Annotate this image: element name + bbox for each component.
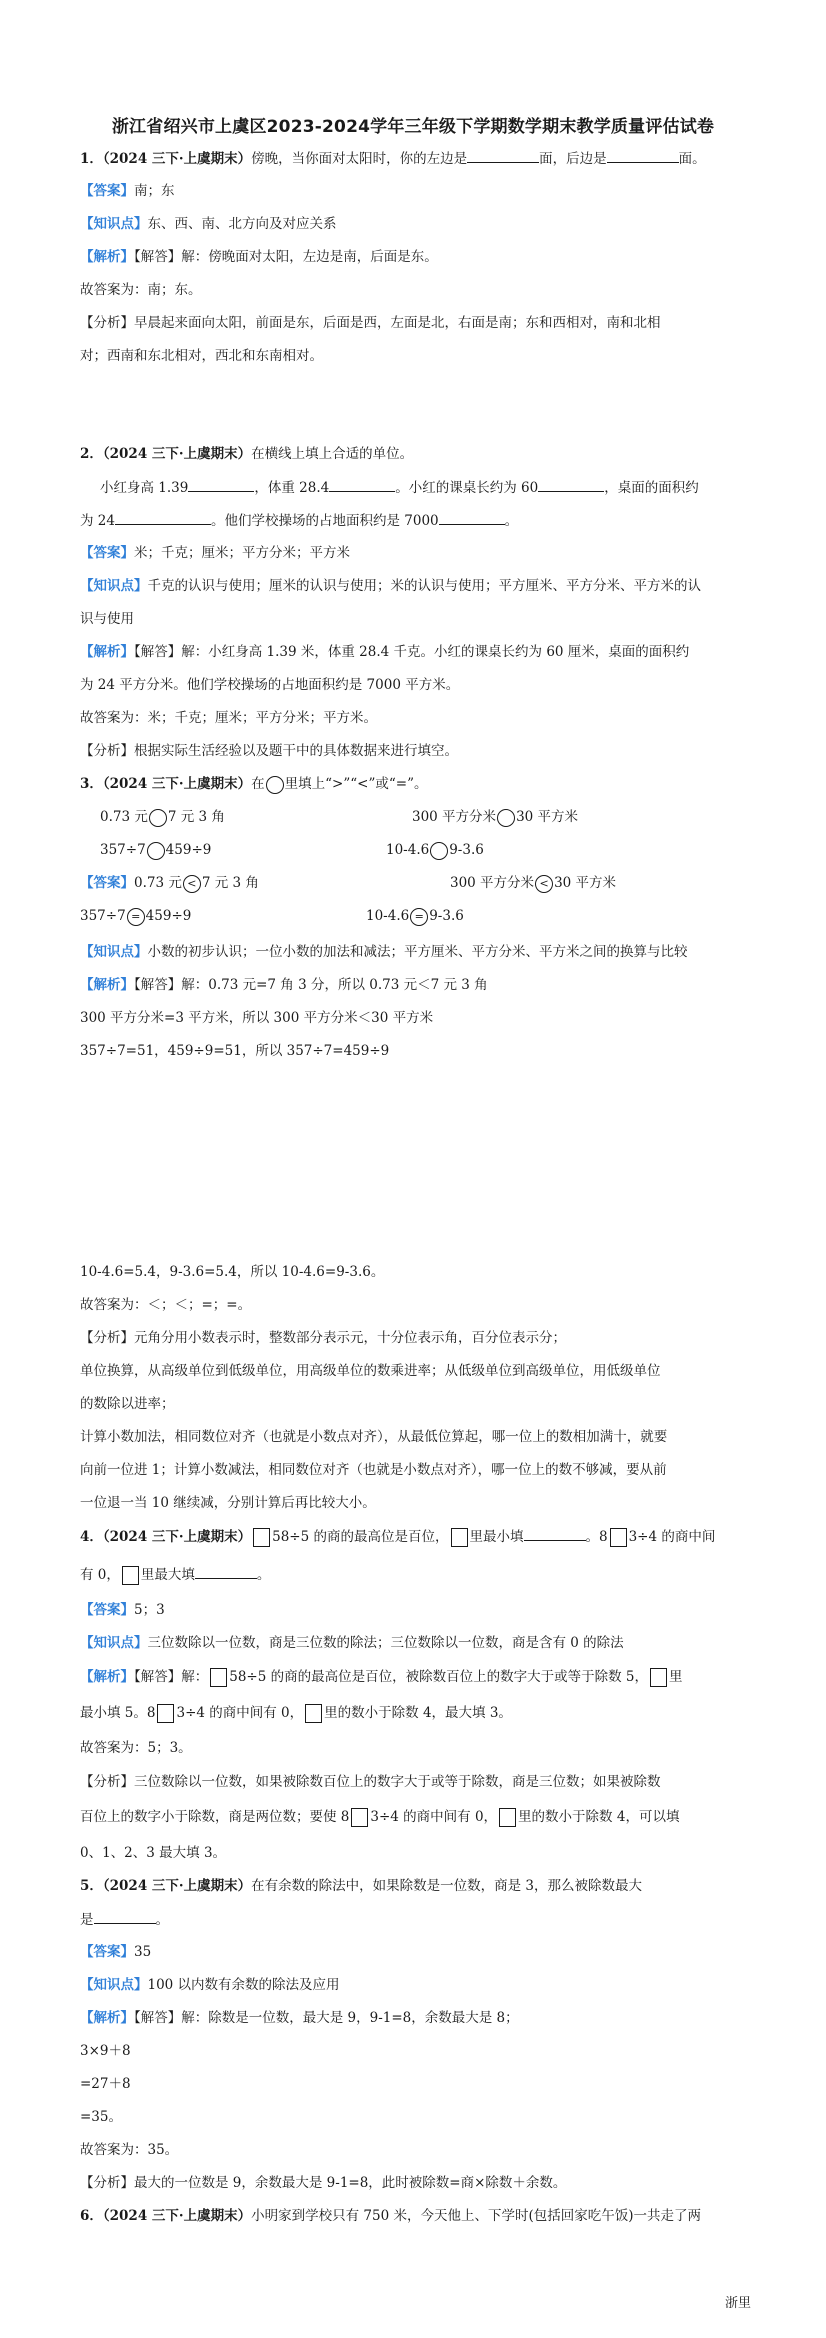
analysis-line: 单位换算，从高级单位到低级单位，用高级单位的数乘进率；从低级单位到高级单位，用低级单位: [80, 1363, 661, 1379]
fill-box: [451, 1528, 468, 1547]
answer-line: 【答案】5；3: [80, 1602, 165, 1618]
analysis-line: 【分析】根据实际生活经验以及题干中的具体数据来进行填空。: [80, 743, 458, 759]
result-line: 故答案为：南；东。: [80, 282, 202, 298]
compare-item-1: 0.73 元 7 元 3 角: [100, 809, 225, 825]
fill-box: [610, 1528, 627, 1547]
fill-box: [305, 1704, 322, 1723]
fill-box: [122, 1566, 139, 1585]
explain-line: 【解析】【解答】解：傍晚面对太阳，左边是南，后面是东。: [80, 249, 438, 265]
question-4-line-2: 有 0， 里最大填 。: [80, 1564, 270, 1585]
answer-line: 【答案】0.73 元 < 7 元 3 角: [80, 875, 259, 891]
analysis-line: 【分析】三位数除以一位数，如果被除数百位上的数字大于或等于除数，商是三位数；如果被除数: [80, 1774, 661, 1790]
compare-item-3: 357÷7 459÷9: [100, 842, 212, 858]
fill-box: [253, 1528, 270, 1547]
explain-line: 10-4.6=5.4，9-3.6=5.4，所以 10-4.6=9-3.6。: [80, 1264, 385, 1280]
answer-line: 【答案】南；东: [80, 183, 175, 199]
question-6-stem: 6．（2024 三下·上虞期末）小明家到学校只有 750 米，今天他上、下学时(包括回家吃午饭)一共走了两: [80, 2208, 702, 2224]
explain-line: 357÷7=51，459÷9=51，所以 357÷7=459÷9: [80, 1043, 390, 1059]
fill-box: [157, 1704, 174, 1723]
compare-item-2: 300 平方分米 30 平方米: [412, 809, 579, 825]
answer-line: 300 平方分米 < 30 平方米: [450, 875, 617, 891]
page-footer: 浙里: [724, 2296, 751, 2311]
analysis-line: 0、1、2、3 最大填 3。: [80, 1845, 227, 1861]
answer-line: 【答案】35: [80, 1944, 152, 1960]
fill-box: [650, 1668, 667, 1687]
explain-line: 【解析】【解答】解：除数是一位数，最大是 9，9-1=8，余数最大是 8；: [80, 2010, 519, 2026]
page-title: 浙江省绍兴市上虞区2023-2024学年三年级下学期数学期末教学质量评估试卷: [111, 117, 715, 137]
answer-blank: [188, 477, 254, 492]
answer-blank: [524, 1526, 586, 1541]
knowledge-line: 【知识点】东、西、南、北方向及对应关系: [80, 216, 337, 232]
question-5-line-2: 是 。: [80, 1909, 169, 1930]
question-4-stem: 4．（2024 三下·上虞期末） 58÷5 的商的最高位是百位， 里最小填 。8 3÷4 的商中间: [80, 1526, 715, 1547]
compare-circle: [430, 842, 448, 860]
answer-blank: [467, 148, 539, 163]
analysis-line: 【分析】早晨起来面向太阳，前面是东，后面是西，左面是北，右面是南；东和西相对，南和北相: [80, 315, 661, 331]
explain-line: 300 平方分米=3 平方米，所以 300 平方分米＜30 平方米: [80, 1010, 434, 1026]
question-5-stem: 5．（2024 三下·上虞期末）在有余数的除法中，如果除数是一位数，商是 3，那么被除数最大: [80, 1878, 643, 1894]
question-2-line-1: 小红身高 1.39 ，体重 28.4 。小红的课桌长约为 60 ，桌面的面积约: [100, 477, 699, 498]
answer-circle: =: [127, 908, 145, 926]
result-line: 故答案为：米；千克；厘米；平方分米；平方米。: [80, 710, 377, 726]
answer-line: 【答案】米；千克；厘米；平方分米；平方米: [80, 545, 350, 561]
answer-circle: <: [183, 875, 201, 893]
analysis-line: 向前一位进 1；计算小数减法，相同数位对齐（也就是小数点对齐），哪一位上的数不够减，要从前: [80, 1462, 667, 1478]
knowledge-line: 【知识点】三位数除以一位数，商是三位数的除法；三位数除以一位数，商是含有 0 的除法: [80, 1635, 624, 1651]
answer-blank: [115, 510, 211, 525]
calc-line: =27＋8: [80, 2076, 131, 2092]
compare-circle: [497, 809, 515, 827]
analysis-line: 的数除以进率；: [80, 1396, 175, 1412]
result-line: 故答案为：5；3。: [80, 1740, 192, 1756]
question-2-stem: 2．（2024 三下·上虞期末）在横线上填上合适的单位。: [80, 446, 414, 462]
calc-line: =35。: [80, 2109, 122, 2125]
calc-line: 3×9＋8: [80, 2043, 131, 2059]
answer-blank: [94, 1909, 156, 1924]
answer-blank: [195, 1564, 257, 1579]
question-source: 1．（2024 三下·上虞期末）: [80, 151, 252, 167]
answer-blank: [607, 148, 679, 163]
answer-blank: [538, 477, 604, 492]
fill-box: [499, 1808, 516, 1827]
explain-line: 【解析】【解答】解：小红身高 1.39 米，体重 28.4 千克。小红的课桌长约为 60 厘米，桌面的面积约: [80, 644, 690, 660]
fill-box: [351, 1808, 368, 1827]
explain-line: 【解析】【解答】解：0.73 元=7 角 3 分，所以 0.73 元＜7 元 3 角: [80, 977, 488, 993]
answer-line: 10-4.6 = 9-3.6: [366, 908, 464, 924]
analysis-line: 一位退一当 10 继续减，分别计算后再比较大小。: [80, 1495, 376, 1511]
answer-blank: [439, 510, 505, 525]
knowledge-line: 【知识点】小数的初步认识；一位小数的加法和减法；平方厘米、平方分米、平方米之间的换算与比较: [80, 944, 688, 960]
answer-circle: <: [535, 875, 553, 893]
compare-item-4: 10-4.6 9-3.6: [386, 842, 484, 858]
result-line: 故答案为：35。: [80, 2142, 179, 2158]
question-1-stem: 1．（2024 三下·上虞期末）傍晚，当你面对太阳时，你的左边是 面，后边是 面。: [80, 148, 706, 169]
analysis-line: 计算小数加法，相同数位对齐（也就是小数点对齐），从最低位算起，哪一位上的数相加满十，就要: [80, 1429, 668, 1445]
compare-circle: [266, 776, 284, 794]
answer-blank: [329, 477, 395, 492]
analysis-line: 百位上的数字小于除数，商是两位数；要使 8 3÷4 的商中间有 0， 里的数小于除数 4，可以填: [80, 1809, 680, 1825]
result-line: 故答案为：＜；＜；=；=。: [80, 1297, 252, 1313]
analysis-line: 对；西南和东北相对，西北和东南相对。: [80, 348, 323, 364]
analysis-line: 【分析】最大的一位数是 9，余数最大是 9-1=8，此时被除数=商×除数＋余数。: [80, 2175, 567, 2191]
question-2-line-2: 为 24 。他们学校操场的占地面积约是 7000 。: [80, 510, 518, 531]
analysis-line: 【分析】元角分用小数表示时，整数部分表示元，十分位表示角，百分位表示分；: [80, 1330, 566, 1346]
answer-line: 357÷7 = 459÷9: [80, 908, 192, 924]
knowledge-line: 【知识点】100 以内数有余数的除法及应用: [80, 1977, 340, 1993]
compare-circle: [149, 809, 167, 827]
question-3-stem: 3．（2024 三下·上虞期末）在 里填上“>”“<”或“=”。: [80, 776, 428, 792]
explain-line: 为 24 平方分米。他们学校操场的占地面积约是 7000 平方米。: [80, 677, 460, 693]
knowledge-line: 识与使用: [80, 611, 134, 627]
explain-line: 【解析】【解答】解： 58÷5 的商的最高位是百位，被除数百位上的数字大于或等于除数 5， 里: [80, 1669, 683, 1685]
answer-circle: =: [410, 908, 428, 926]
explain-line: 最小填 5。8 3÷4 的商中间有 0， 里的数小于除数 4，最大填 3。: [80, 1705, 512, 1721]
compare-circle: [147, 842, 165, 860]
fill-box: [210, 1668, 227, 1687]
knowledge-line: 【知识点】千克的认识与使用；厘米的认识与使用；米的认识与使用；平方厘米、平方分米、平方米的认: [80, 578, 701, 594]
